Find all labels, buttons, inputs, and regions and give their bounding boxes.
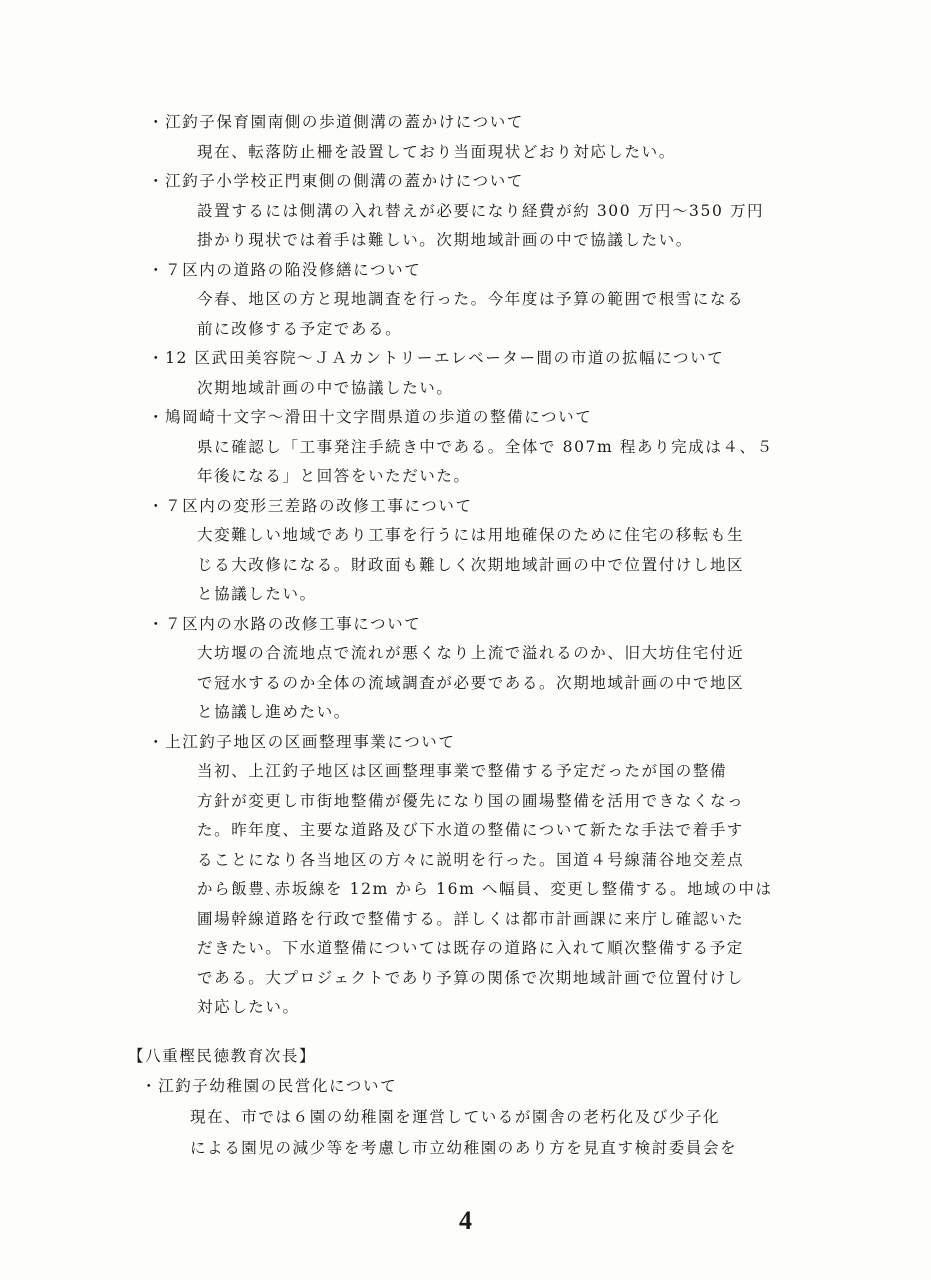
page-number: 4 [459,1206,472,1235]
item-body-line: 大坊堰の合流地点で流れが悪くなり上流で溢れるのか、旧大坊住宅付近 [197,644,745,662]
item-title: ・江釣子幼稚園の民営化について [141,1077,398,1095]
item-body-line: た。昨年度、主要な道路及び下水道の整備について新たな手法で着手す [197,821,744,839]
item-body-line: から飯豊､赤坂線を 12m から 16m へ幅員、変更し整備する。地域の中は [197,880,773,898]
item-body-line: による園児の減少等を考慮し市立幼稚園のあり方を見直す検討委員会を [190,1139,738,1157]
item-body-line: 前に改修する予定である。 [197,319,403,338]
item-title: ・江釣子保育園南側の歩道側溝の蓋かけについて [148,113,524,131]
item-body-line: である。大プロジェクトであり予算の関係で次期地域計画で位置付けし [197,968,744,987]
item-title: ・上江釣子地区の区画整理事業について [148,732,456,751]
item-body-line: 県に確認し「工事発注手続き中である。全体で 807m 程あり完成は４、５ [197,437,774,456]
item-body-line: 対応したい。 [197,998,300,1016]
section-heading: 【八重樫民徳教育次長】 [128,1047,317,1065]
item-body-line: 年後になる」と回答をいただいた。 [197,467,471,485]
item-body-line: ることになり各当地区の方々に説明を行った。国道４号線蒲谷地交差点 [197,850,745,869]
item-body-line: 圃場幹線道路を行政で整備する。詳しくは都市計画課に来庁し確認いた [197,909,745,928]
item-title: ・江釣子小学校正門東側の側溝の蓋かけについて [148,172,524,190]
item-body-line: 当初、上江釣子地区は区画整理事業で整備する予定だったが国の整備 [197,762,728,780]
item-body-line: だきたい。下水道整備については既存の道路に入れて順次整備する予定 [197,939,744,957]
item-body-line: 方針が変更し市街地整備が優先になり国の圃場整備を活用できなくなっ [197,791,745,810]
item-body-line: 大変難しい地域であり工事を行うには用地確保のために住宅の移転も生 [197,526,745,544]
item-body-line: 次期地域計画の中で協議したい。 [197,378,454,397]
item-body-line: 掛かり現状では着手は難しい。次期地域計画の中で協議したい。 [197,231,693,249]
item-body-line: 今春、地区の方と現地調査を行った。今年度は予算の範囲で根雪になる [197,290,745,308]
item-body-line: と協議したい。 [197,585,317,603]
item-body-line: と協議し進めたい。 [197,703,351,721]
item-title: ・12 区武田美容院～ＪＡカントリーエレベーター間の市道の拡幅について [148,349,725,367]
item-title: ・７区内の変形三差路の改修工事について [148,496,473,515]
item-body-line: 設置するには側溝の入れ替えが必要になり経費が約 300 万円～350 万円 [197,201,765,220]
item-body-line: じる大改修になる。財政面も難しく次期地域計画の中で位置付けし地区 [197,555,745,574]
item-body-line: 現在、転落防止柵を設置しており当面現状どおり対応したい。 [197,142,676,161]
item-body-line: で冠水するのか全体の流域調査が必要である。次期地域計画の中で地区 [197,673,745,692]
item-body-line: 現在、市では６園の幼稚園を運営しているが園舎の老朽化及び少子化 [190,1108,721,1126]
item-title: ・鳩岡崎十文字～滑田十文字間県道の歩道の整備について [148,408,593,426]
item-title: ・７区内の水路の改修工事について [148,614,422,633]
item-title: ・７区内の道路の陥没修繕について [148,260,422,279]
